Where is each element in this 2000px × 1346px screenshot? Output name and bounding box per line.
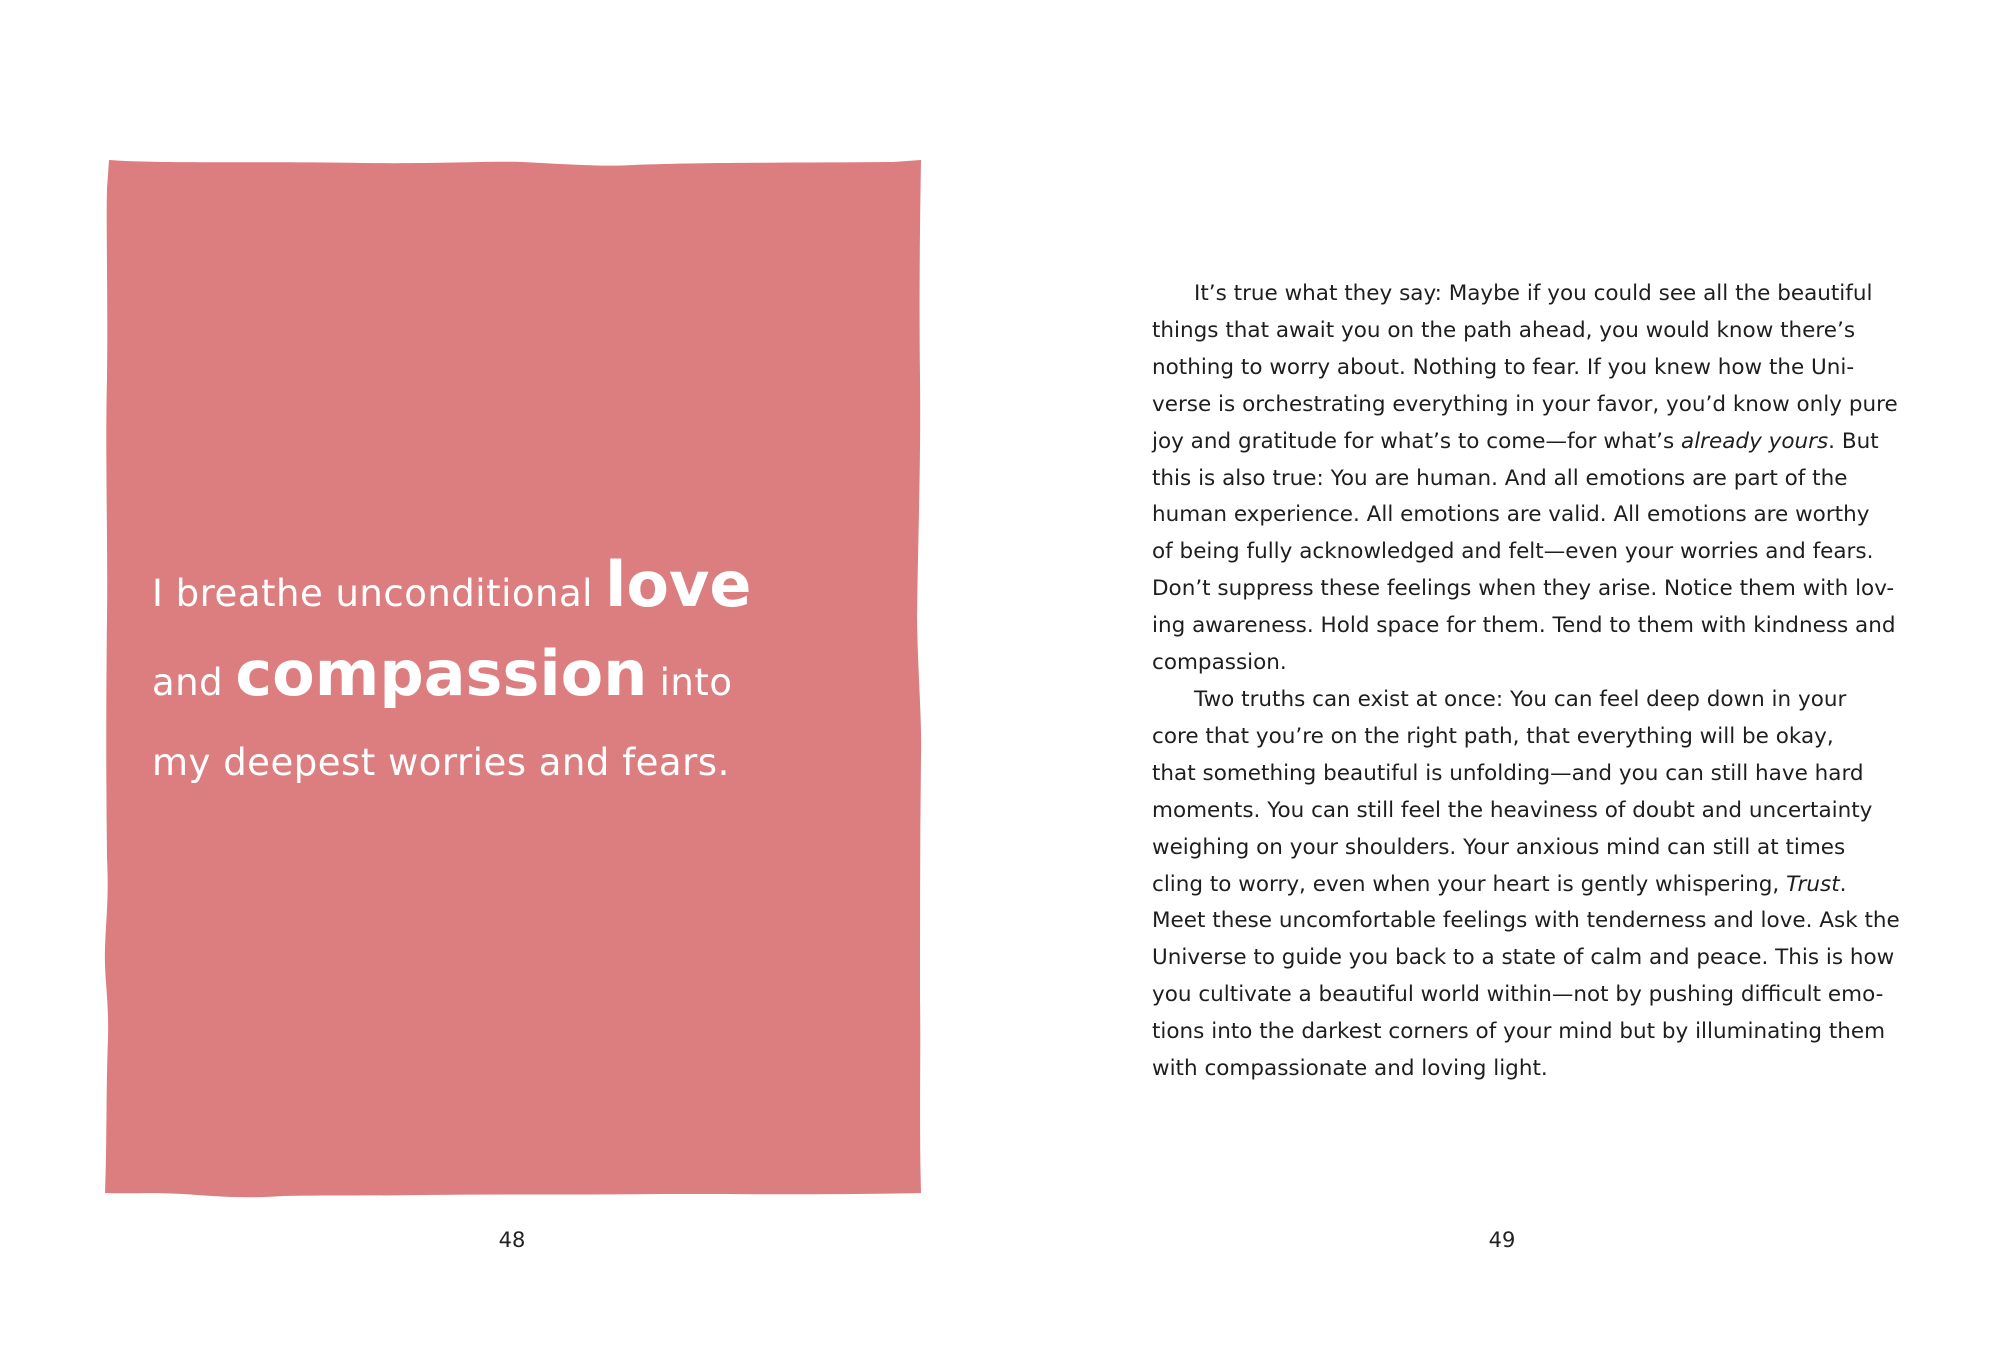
body-line: with compassionate and loving light. xyxy=(1152,1056,1548,1082)
body-line xyxy=(1152,867,1892,904)
affirmation-line-2-tail: into xyxy=(647,661,733,704)
affirmation-emphasis-love: love xyxy=(605,548,752,621)
body-line-emphasis: Trust xyxy=(1786,871,1840,897)
page-number-left: 48 xyxy=(498,1228,526,1252)
body-line: that something beautiful is unfolding—and you can still have hard xyxy=(1152,760,1864,786)
body-line: moments. You can still feel the heaviness of doubt and uncertainty xyxy=(1152,797,1873,823)
affirmation-emphasis-compassion: compassion xyxy=(235,637,648,710)
body-line: compassion. xyxy=(1152,650,1287,676)
affirmation-line-1-text: I breathe unconditional xyxy=(152,572,606,615)
body-line: nothing to worry about. Nothing to fear. If you knew how the Uni- xyxy=(1152,354,1855,380)
right-page xyxy=(1000,0,2000,1346)
body-line: ing awareness. Hold space for them. Tend to them with kindness and xyxy=(1152,613,1896,639)
body-line: core that you’re on the right path, that everything will be okay, xyxy=(1152,723,1834,749)
body-line: of being fully acknowledged and felt—even your worries and fears. xyxy=(1152,539,1874,565)
body-line xyxy=(1152,424,1892,461)
body-line: It’s true what they say: Maybe if you could see all the beautiful xyxy=(1194,281,1873,306)
body-line: things that await you on the path ahead, you would know there’s xyxy=(1152,317,1856,343)
body-line: Meet these uncomfortable feelings with tenderness and love. Ask the xyxy=(1152,908,1900,934)
body-line: Two truths can exist at once: You can feel deep down in your xyxy=(1194,686,1847,712)
body-line-text: joy and gratitude for what’s to come—for what’s xyxy=(1152,428,1682,454)
body-line-emphasis: already yours xyxy=(1681,428,1829,454)
body-line: Universe to guide you back to a state of calm and peace. This is how xyxy=(1152,945,1895,971)
affirmation-line-3: my deepest worries and fears. xyxy=(152,741,730,784)
affirmation-line-1 xyxy=(152,545,892,634)
affirmation-line-2 xyxy=(152,634,892,723)
affirmation-line-2-text: and xyxy=(152,661,236,704)
page-number-right: 49 xyxy=(1488,1228,1516,1252)
body-line: tions into the darkest corners of your mind but by illuminating them xyxy=(1152,1019,1886,1045)
body-line: verse is orchestrating everything in your favor, you’d know only pure xyxy=(1152,391,1898,417)
body-line: this is also true: You are human. And all emotions are part of the xyxy=(1152,465,1848,491)
affirmation-text xyxy=(152,545,892,803)
body-line: you cultivate a beautiful world within—not by pushing difficult emo- xyxy=(1152,982,1884,1008)
body-text xyxy=(1152,276,1900,1088)
body-line-text: . But xyxy=(1828,428,1879,454)
body-line-text: cling to worry, even when your heart is gently whispering, xyxy=(1152,871,1787,897)
body-line-text: . xyxy=(1839,871,1847,897)
body-line: human experience. All emotions are valid. All emotions are worthy xyxy=(1152,502,1870,528)
body-line: weighing on your shoulders. Your anxious mind can still at times xyxy=(1152,834,1846,860)
body-line: Don’t suppress these feelings when they arise. Notice them with lov- xyxy=(1152,576,1895,602)
